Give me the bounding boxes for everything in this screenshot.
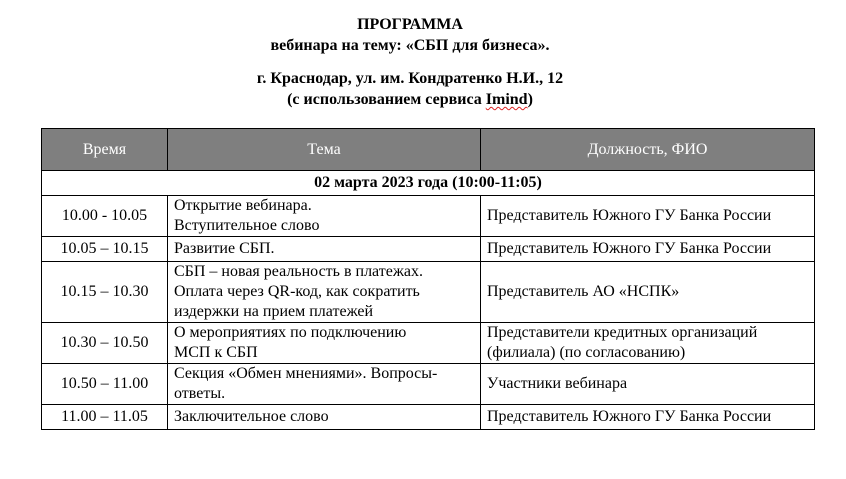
topic-cell	[168, 237, 481, 262]
time-cell: 10.00 - 10.05	[42, 196, 168, 237]
table-row	[42, 196, 815, 237]
topic-cell	[168, 405, 481, 430]
time-cell: 10.15 – 10.30	[42, 262, 168, 323]
speaker-line: Представитель Южного ГУ Банка России	[487, 207, 772, 224]
program-table	[41, 128, 815, 430]
service-name: Imind	[485, 91, 528, 108]
program-title: ПРОГРАММА	[357, 16, 463, 33]
speaker-line: Участники вебинара	[487, 375, 628, 392]
speaker-cell	[481, 237, 815, 262]
speaker-line: Представитель Южного ГУ Банка России	[487, 408, 772, 425]
speaker-cell	[481, 196, 815, 237]
speaker-line: Представитель Южного ГУ Банка России	[487, 240, 772, 257]
speaker-line: Представители кредитных организаций	[487, 324, 758, 341]
column-header-time: Время	[42, 129, 168, 171]
topic-line: Оплата через QR-код, как сократить	[174, 283, 420, 300]
location-line: г. Краснодар, ул. им. Кондратенко Н.И., 12	[256, 70, 564, 87]
speaker-cell	[481, 262, 815, 323]
topic-cell	[168, 262, 481, 323]
table-row	[42, 237, 815, 262]
column-header-speaker: Должность, ФИО	[481, 129, 815, 171]
table-header-row	[42, 129, 815, 171]
topic-line: Заключительное слово	[174, 408, 329, 425]
table-row	[42, 405, 815, 430]
time-cell: 11.00 – 11.05	[42, 405, 168, 430]
table-row	[42, 364, 815, 405]
topic-cell	[168, 196, 481, 237]
topic-line: О мероприятиях по подключению	[174, 324, 407, 341]
column-header-topic: Тема	[168, 129, 481, 171]
topic-line: СБП – новая реальность в платежах.	[174, 263, 423, 280]
time-cell: 10.05 – 10.15	[42, 237, 168, 262]
table-row	[42, 323, 815, 364]
topic-line: издержки на прием платежей	[174, 303, 374, 320]
service-suffix: )	[527, 91, 533, 108]
service-prefix: (с использованием сервиса	[287, 91, 486, 108]
topic-line: Секция «Обмен мнениями». Вопросы-	[174, 365, 438, 382]
topic-line: Открытие вебинара.	[174, 197, 312, 214]
topic-line: МСП к СБП	[174, 344, 258, 361]
table-row	[42, 262, 815, 323]
topic-line: Вступительное слово	[174, 217, 320, 234]
topic-line: Развитие СБП.	[174, 240, 275, 257]
time-cell: 10.30 – 10.50	[42, 323, 168, 364]
service-line	[0, 90, 820, 110]
time-cell: 10.50 – 11.00	[42, 364, 168, 405]
topic-cell	[168, 323, 481, 364]
speaker-cell	[481, 323, 815, 364]
date-row	[42, 171, 815, 196]
topic-line: ответы.	[174, 385, 226, 402]
topic-cell	[168, 364, 481, 405]
speaker-line: (филиала) (по согласованию)	[487, 344, 686, 361]
speaker-cell	[481, 364, 815, 405]
webinar-subtitle: вебинара на тему: «СБП для бизнеса».	[270, 37, 550, 54]
speaker-cell	[481, 405, 815, 430]
speaker-line: Представитель АО «НСПК»	[487, 283, 680, 300]
date-cell: 02 марта 2023 года (10:00-11:05)	[42, 171, 815, 196]
